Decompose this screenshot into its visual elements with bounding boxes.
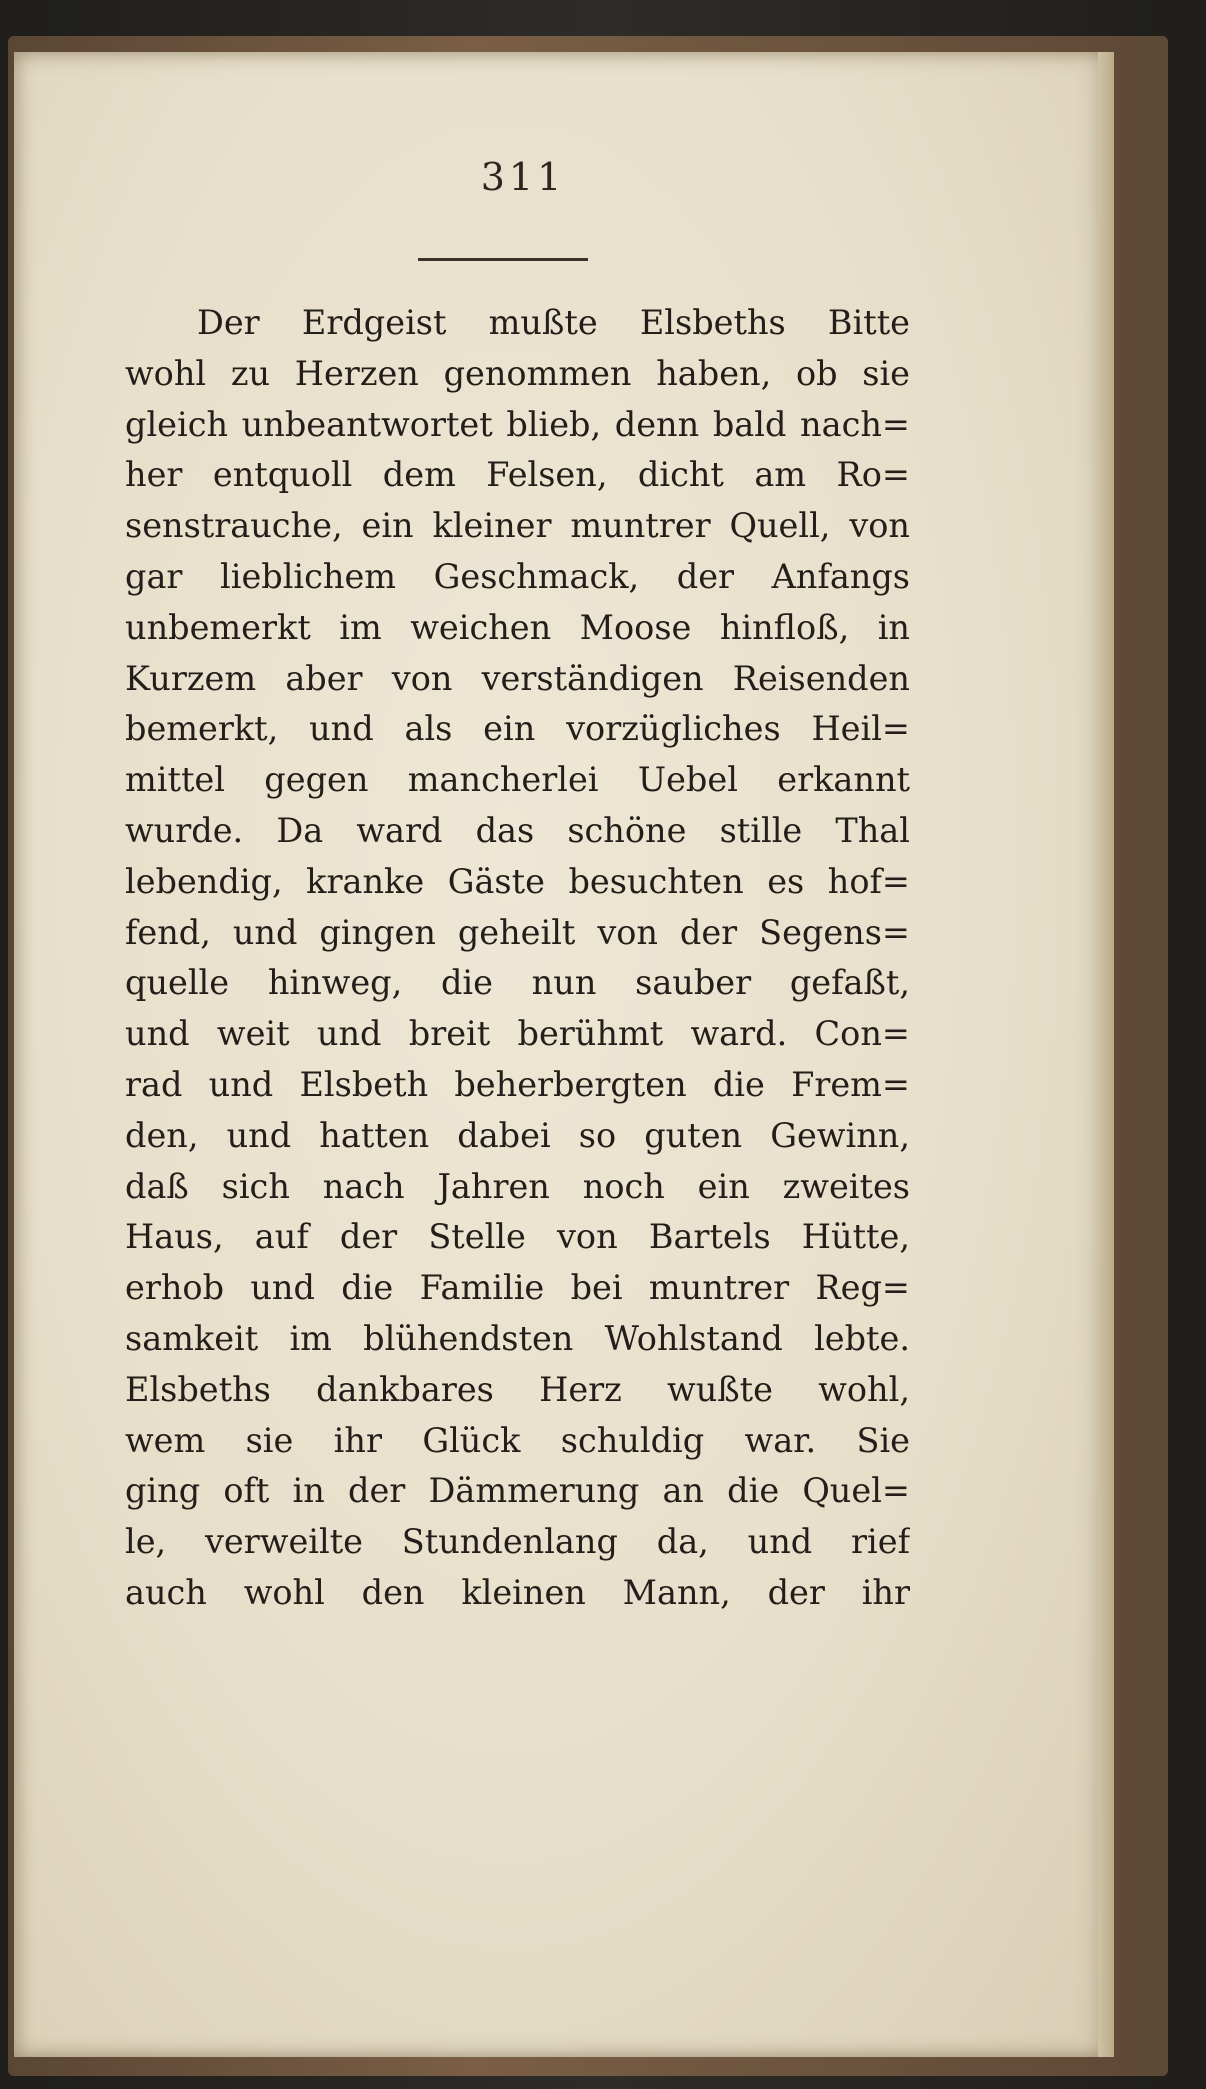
text-line: den, und hatten dabei so guten Gewinn, [125,1115,910,1155]
page-number: 311 [480,155,566,199]
text-line: lebendig, kranke Gäste besuchten es hof= [125,861,910,901]
text-line: Der Erdgeist mußte Elsbeths Bitte [197,303,910,342]
text-line: und weit und breit berühmt ward. Con= [125,1014,910,1054]
text-line: wem sie ihr Glück schuldig war. Sie [125,1420,910,1460]
text-line: gleich unbeantwortet blieb, denn bald nach= [125,404,910,444]
text-line: unbemerkt im weichen Moose hinfloß, in [125,607,910,647]
body-text [125,298,910,1619]
text-line: rad und Elsbeth beherbergten die Frem= [125,1064,910,1104]
text-line: samkeit im blühendsten Wohlstand lebte. [125,1318,910,1358]
page-edge [1098,52,1114,2057]
text-line: her entquoll dem Felsen, dicht am Ro= [125,455,910,495]
text-line: Haus, auf der Stelle von Bartels Hütte, [125,1217,910,1257]
text-line: fend, und gingen geheilt von der Segens= [125,912,910,952]
header-rule [418,258,588,261]
text-line: Kurzem aber von verständigen Reisenden [125,658,910,698]
text-line: erhob und die Familie bei muntrer Reg= [125,1268,910,1308]
text-line: auch wohl den kleinen Mann, der ihr [125,1572,910,1612]
text-line: quelle hinweg, die nun sauber gefaßt, [125,963,910,1003]
text-line: Elsbeths dankbares Herz wußte wohl, [125,1369,910,1409]
text-line: gar lieblichem Geschmack, der Anfangs [125,556,910,596]
text-line: bemerkt, und als ein vorzügliches Heil= [125,709,910,749]
text-line: ging oft in der Dämmerung an die Quel= [125,1471,910,1511]
text-line: mittel gegen mancherlei Uebel erkannt [125,760,910,800]
text-line: senstrauche, ein kleiner muntrer Quell, von [125,506,910,546]
text-line: wohl zu Herzen genommen haben, ob sie [125,353,910,393]
text-line: wurde. Da ward das schöne stille Thal [125,810,910,850]
text-line: daß sich nach Jahren noch ein zweites [125,1166,910,1206]
text-line: le, verweilte Stundenlang da, und rief [125,1522,910,1562]
